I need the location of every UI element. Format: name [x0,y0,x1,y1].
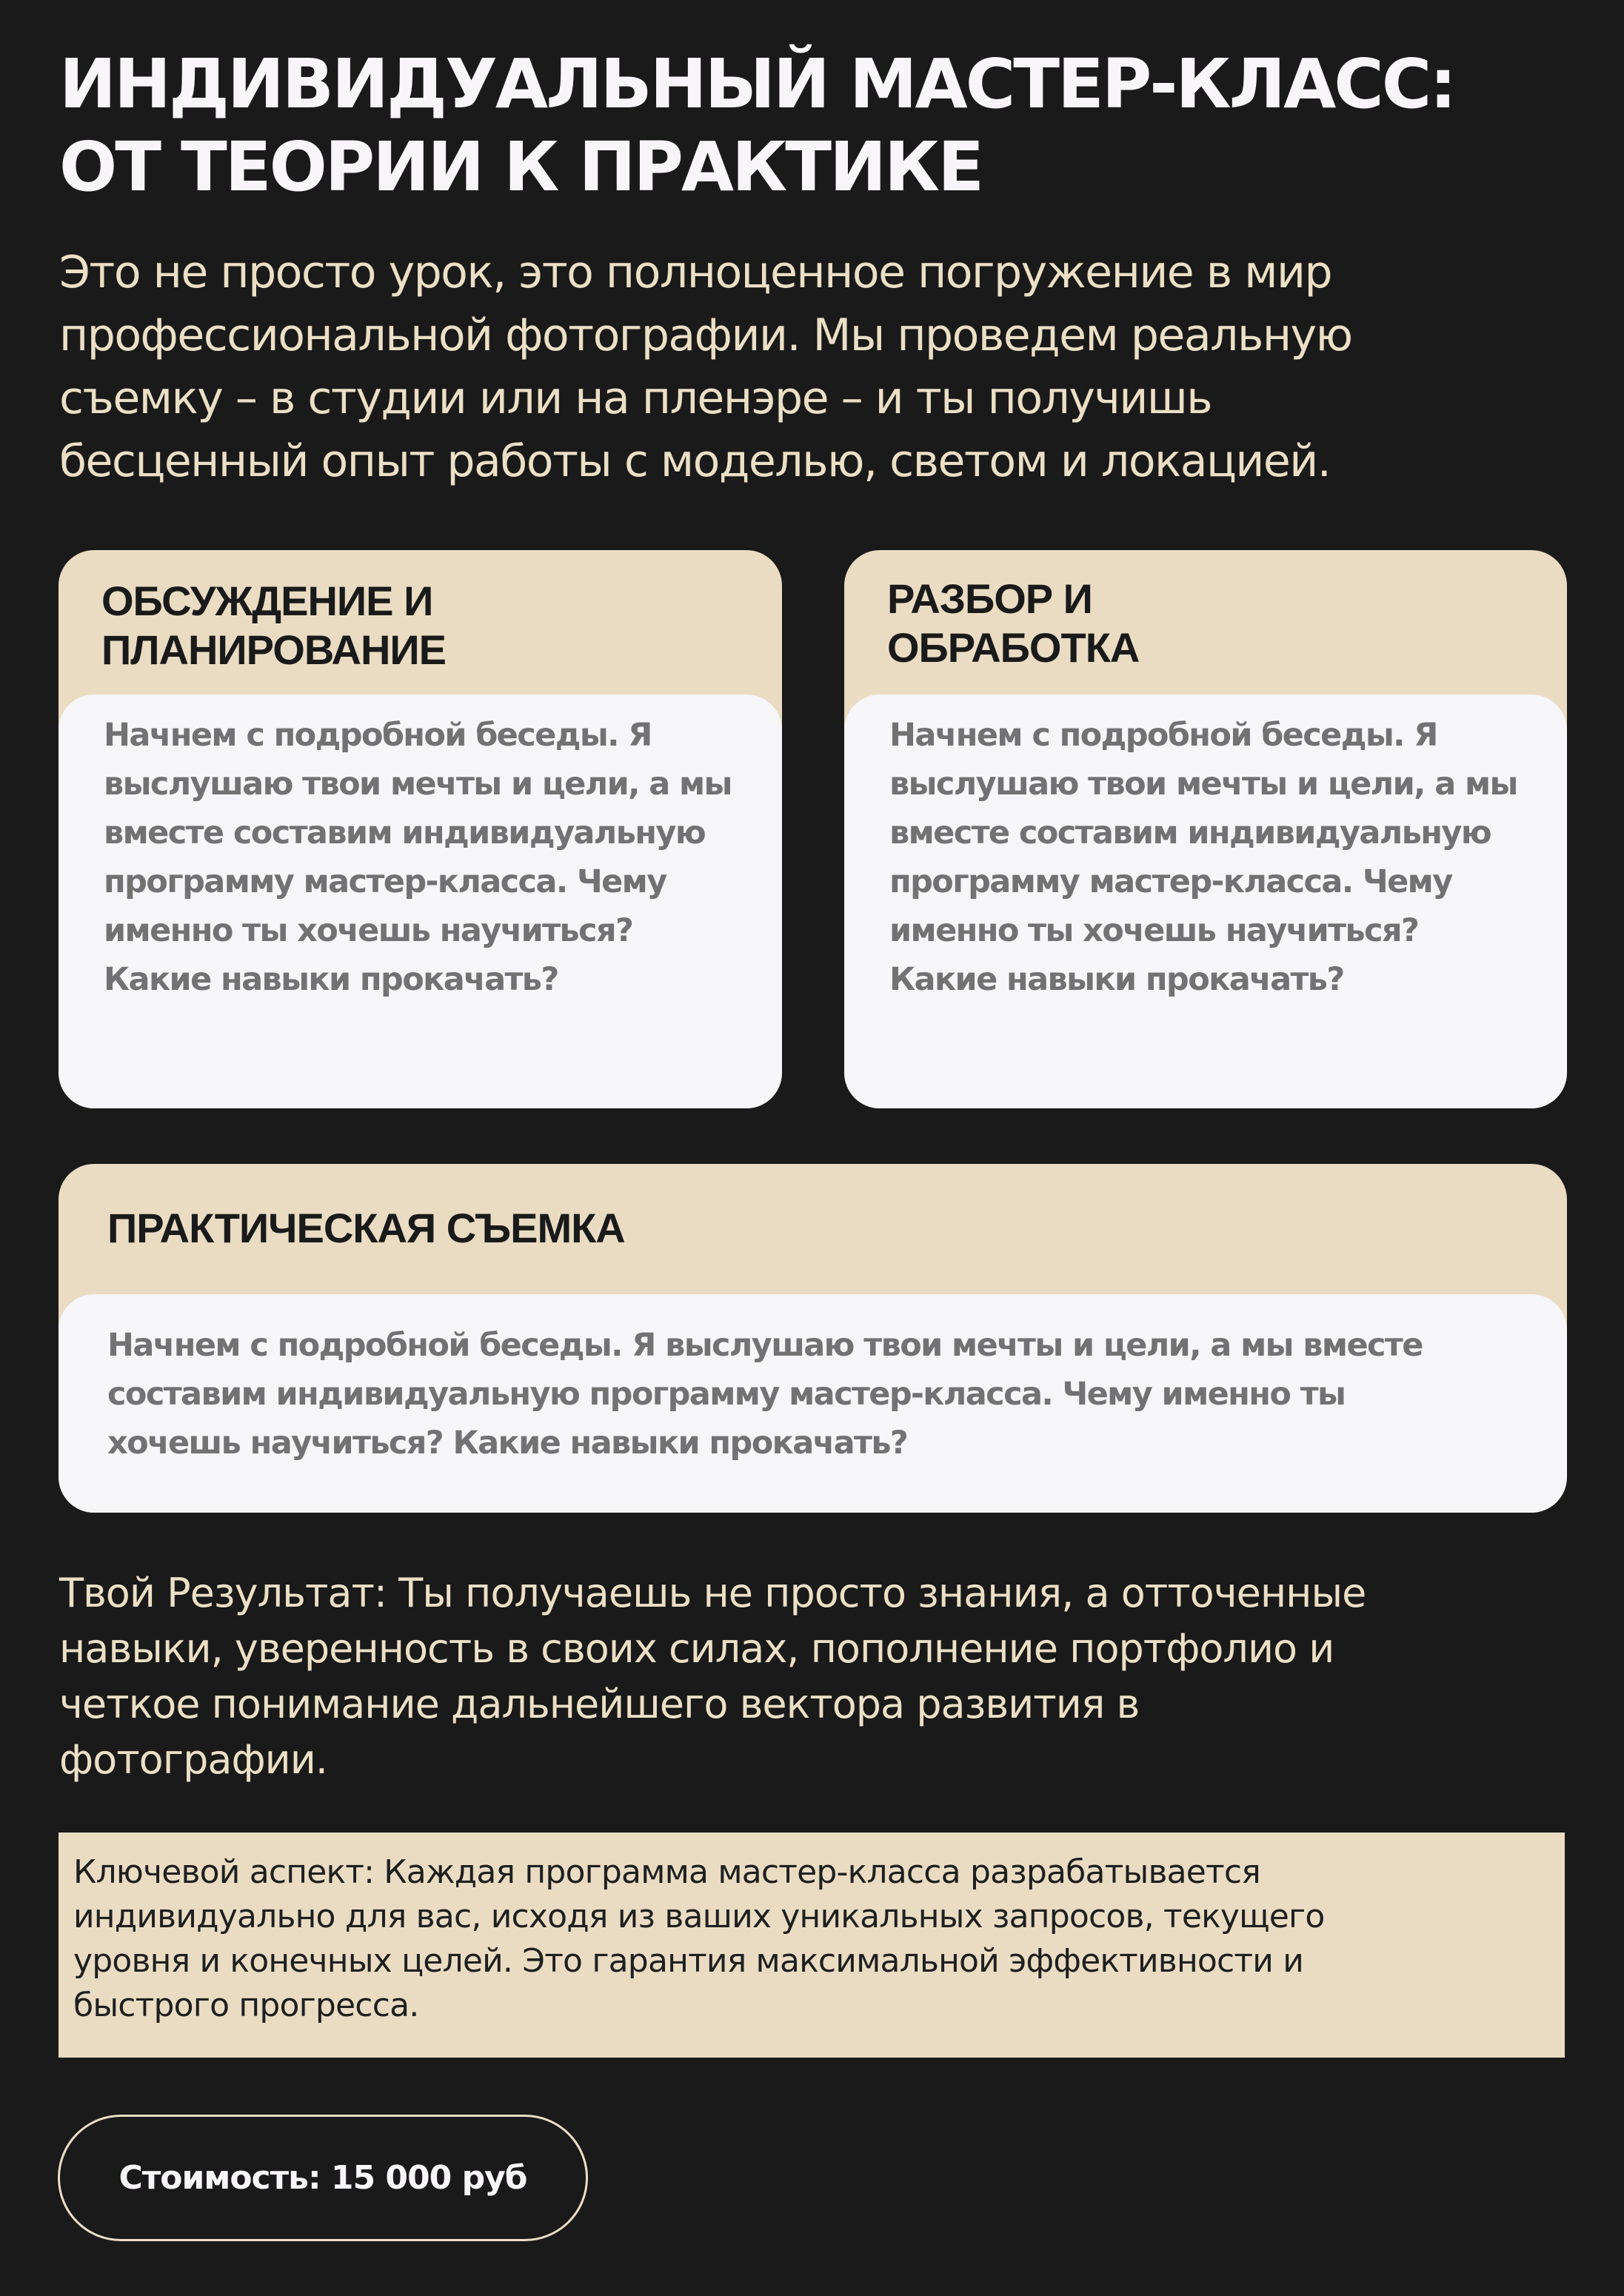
card-text-line: программу мастер-класса. Чему [889,863,1452,900]
card-text-line: выслушаю твои мечты и цели, а мы [104,766,732,803]
intro-line: Это не просто урок, это полноценное погружение в мир [59,247,1332,298]
card-text [889,711,1517,1004]
card-text-line: именно ты хочешь научиться? [104,912,633,949]
card-body [59,1294,1567,1513]
intro-line: бесценный опыт работы с моделью, светом и локацией. [59,435,1331,487]
card-text-line: вместе составим индивидуальную [889,814,1491,851]
page-title-line-1: ИНДИВИДУАЛЬНЫЙ МАСТЕР-КЛАСС: [59,44,1455,124]
card-text [104,711,732,1004]
result-line: Твой Результат: Ты получаешь не просто знания, а отточенные [59,1570,1366,1616]
card-title [107,1204,625,1253]
key-aspect-line: индивидуально для вас, исходя из ваших уникальных запросов, текущего [73,1898,1325,1935]
card-title-line: ОБСУЖДЕНИЕ И [101,578,433,624]
card-text-line: хочешь научиться? Какие навыки прокачать? [107,1425,908,1462]
card-header [844,550,1567,698]
result-line: четкое понимание дальнейшего вектора развития в [59,1681,1140,1727]
card-body [59,695,782,1108]
card-title [887,575,1139,672]
key-aspect-line: Ключевой аспект: Каждая программа мастер-класса разрабатывается [73,1853,1260,1891]
card-review-editing [844,550,1567,1108]
card-text [107,1321,1423,1467]
page-title [59,43,1600,209]
card-title-line: ПЛАНИРОВАНИЕ [101,626,446,673]
card-text-line: Какие навыки прокачать? [889,961,1344,998]
card-text-line: именно ты хочешь научиться? [889,912,1419,949]
intro-line: съемку – в студии или на пленэре – и ты получишь [59,372,1212,424]
result-paragraph [59,1565,1585,1787]
intro-line: профессиональной фотографии. Мы проведем реальную [59,309,1352,361]
card-header [59,1164,1567,1312]
page-title-line-2: ОТ ТЕОРИИ К ПРАКТИКЕ [59,127,983,207]
key-aspect-line: уровня и конечных целей. Это гарантия максимальной эффективности и [73,1942,1304,1980]
result-line: фотографии. [59,1736,327,1783]
card-header [59,550,782,698]
card-title-line: ПРАКТИЧЕСКАЯ СЪЕМКА [107,1205,625,1251]
price-label: Стоимость: 15 000 руб [118,2159,527,2197]
key-aspect-text [73,1850,1325,2028]
card-discussion-planning [59,550,782,1108]
intro-paragraph [59,241,1585,493]
card-practical-shooting [59,1164,1567,1513]
key-aspect-box [59,1833,1565,2058]
key-aspect-line: быстрого прогресса. [73,1987,419,2024]
card-text-line: Начнем с подробной беседы. Я [104,717,652,754]
card-text-line: программу мастер-класса. Чему [104,863,666,900]
card-text-line: составим индивидуальную программу мастер-класса. Чему именно ты [107,1376,1346,1413]
card-text-line: Начнем с подробной беседы. Я [889,717,1437,754]
card-text-line: Начнем с подробной беседы. Я выслушаю твои мечты и цели, а мы вместе [107,1327,1423,1364]
card-text-line: выслушаю твои мечты и цели, а мы [889,766,1517,803]
result-line: навыки, уверенность в своих силах, пополнение портфолио и [59,1625,1334,1672]
card-body [844,695,1567,1108]
price-button[interactable] [58,2115,588,2241]
card-title-line: РАЗБОР И [887,575,1092,622]
card-text-line: вместе составим индивидуальную [104,814,706,851]
card-text-line: Какие навыки прокачать? [104,961,558,998]
card-title [101,577,446,675]
card-title-line: ОБРАБОТКА [887,624,1140,671]
